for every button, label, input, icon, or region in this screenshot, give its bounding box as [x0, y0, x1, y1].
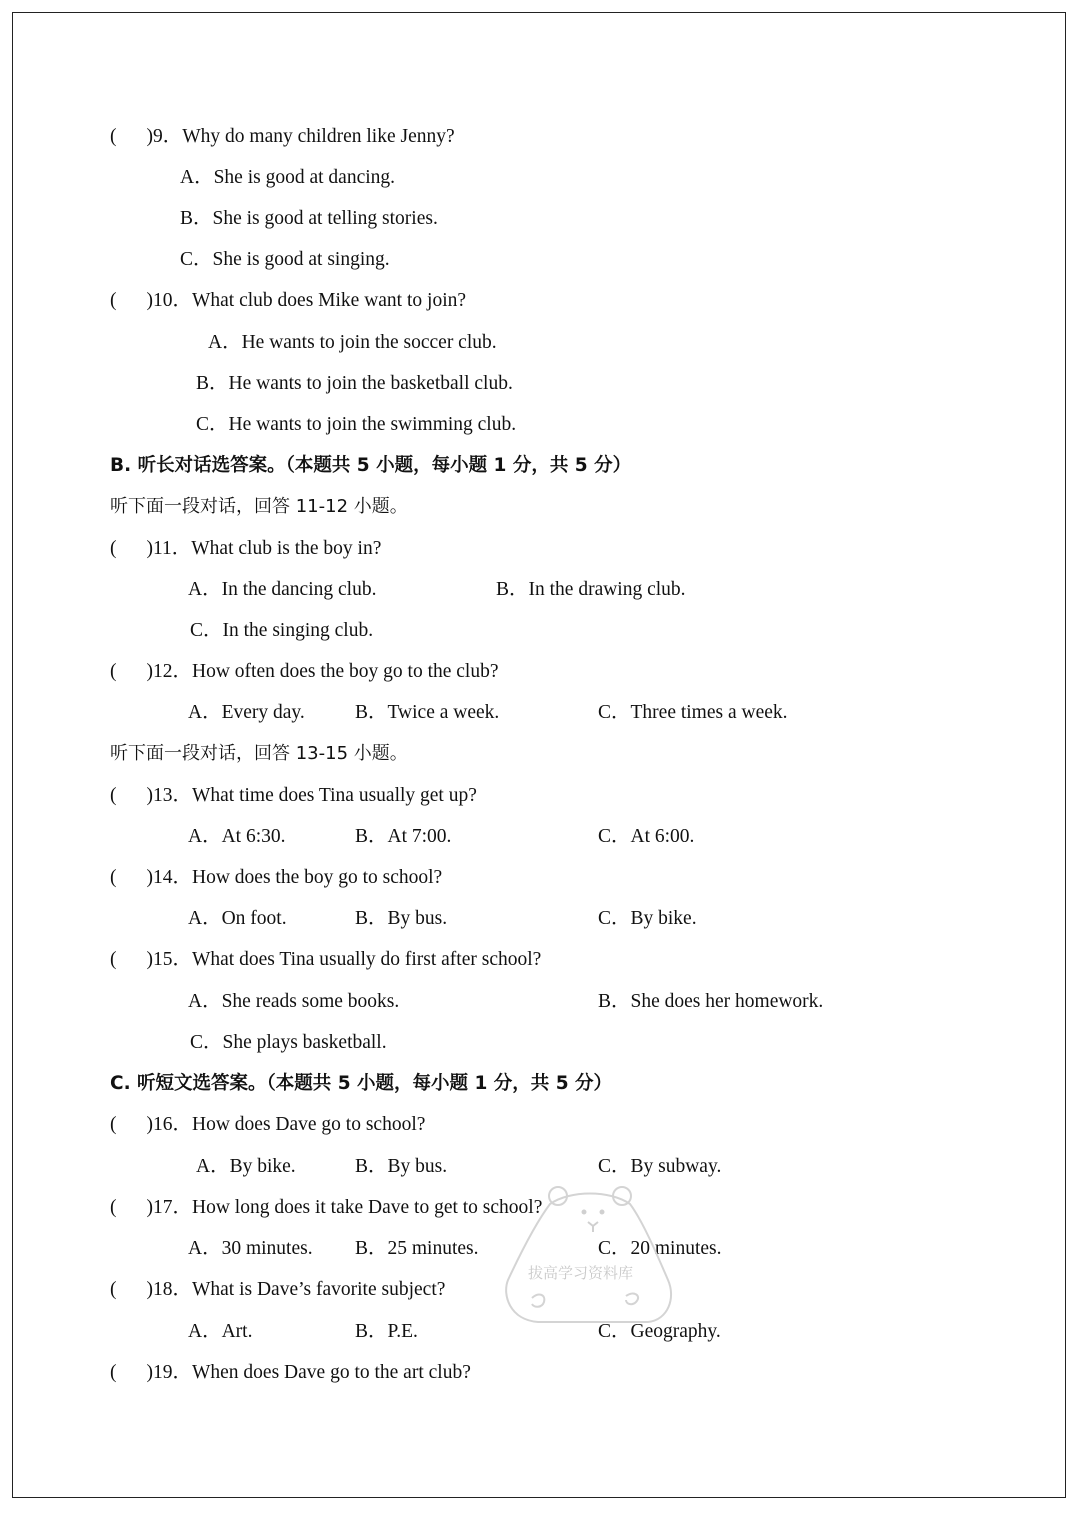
option-b: B．He wants to join the basketball club. [196, 373, 513, 394]
option-a: A．On foot. [188, 908, 287, 929]
option-c: C．At 6:00. [598, 826, 695, 847]
question-14 [110, 866, 442, 890]
option-a: A．Art. [188, 1321, 253, 1342]
question-19 [110, 1361, 471, 1385]
question-18 [110, 1278, 445, 1302]
answer-blank: ( [110, 538, 117, 559]
answer-blank: ( [110, 867, 117, 888]
answer-blank: ( [110, 1197, 117, 1218]
option-b: B．At 7:00. [355, 826, 452, 847]
answer-blank: ( [110, 785, 117, 806]
option-c: C．By subway. [598, 1156, 722, 1177]
section-b-heading: B. 听长对话选答案。（本题共 5 小题，每小题 1 分，共 5 分） [110, 455, 632, 476]
question-text: )14．How does the boy go to school? [146, 867, 443, 888]
answer-blank: ( [110, 1362, 117, 1383]
option-a: A．She reads some books. [188, 991, 400, 1012]
option-a: A．At 6:30. [188, 826, 286, 847]
bear-icon [498, 1180, 678, 1330]
question-text: )18．What is Dave’s favorite subject? [146, 1279, 446, 1300]
option-b: B．P.E. [355, 1321, 418, 1342]
answer-blank: ( [110, 1114, 117, 1135]
option-c: C．She is good at singing. [180, 249, 390, 270]
option-a: A．Every day. [188, 702, 305, 723]
option-b: B．In the drawing club. [496, 579, 686, 600]
question-11 [110, 537, 381, 561]
question-text: )17．How long does it take Dave to get to school? [146, 1197, 543, 1218]
question-10 [110, 289, 466, 313]
option-c: C．Three times a week. [598, 702, 788, 723]
answer-blank: ( [110, 290, 117, 311]
question-13 [110, 784, 477, 808]
question-text: )11．What club is the boy in? [146, 538, 382, 559]
section-c-heading: C. 听短文选答案。（本题共 5 小题，每小题 1 分，共 5 分） [110, 1073, 613, 1094]
answer-blank: ( [110, 1279, 117, 1300]
question-text: )19．When does Dave go to the art club? [146, 1362, 471, 1383]
question-text: )13．What time does Tina usually get up? [146, 785, 477, 806]
option-c: C．By bike. [598, 908, 697, 929]
answer-blank: ( [110, 949, 117, 970]
option-b: B．By bus. [355, 1156, 448, 1177]
option-a: A．She is good at dancing. [180, 167, 396, 188]
question-15 [110, 948, 541, 972]
question-text: )15．What does Tina usually do first after school? [146, 949, 542, 970]
option-c: C．She plays basketball. [190, 1032, 387, 1053]
option-a: A．30 minutes. [188, 1238, 313, 1259]
question-16 [110, 1113, 425, 1137]
question-9 [110, 125, 455, 149]
watermark-text: 拔高学习资料库 [528, 1264, 634, 1282]
option-c: C．20 minutes. [598, 1238, 722, 1259]
section-b-note-2: 听下面一段对话，回答 13-15 小题。 [110, 743, 408, 764]
option-b: B．Twice a week. [355, 702, 500, 723]
question-12 [110, 660, 499, 684]
option-c: C．In the singing club. [190, 620, 374, 641]
question-text: )16．How does Dave go to school? [146, 1114, 426, 1135]
option-b: B．She does her homework. [598, 991, 824, 1012]
section-b-note-1: 听下面一段对话，回答 11-12 小题。 [110, 496, 408, 517]
question-17 [110, 1196, 542, 1220]
answer-blank: ( [110, 661, 117, 682]
question-text: )9．Why do many children like Jenny? [146, 126, 455, 147]
answer-blank: ( [110, 126, 117, 147]
question-text: )12．How often does the boy go to the club? [146, 661, 499, 682]
watermark [498, 1180, 678, 1330]
option-a: A．He wants to join the soccer club. [208, 332, 497, 353]
option-b: B．By bus. [355, 908, 448, 929]
option-a: A．By bike. [196, 1156, 296, 1177]
option-b: B．She is good at telling stories. [180, 208, 438, 229]
option-a: A．In the dancing club. [188, 579, 377, 600]
option-b: B．25 minutes. [355, 1238, 479, 1259]
option-c: C．He wants to join the swimming club. [196, 414, 517, 435]
option-c: C．Geography. [598, 1321, 721, 1342]
question-text: )10．What club does Mike want to join? [146, 290, 467, 311]
